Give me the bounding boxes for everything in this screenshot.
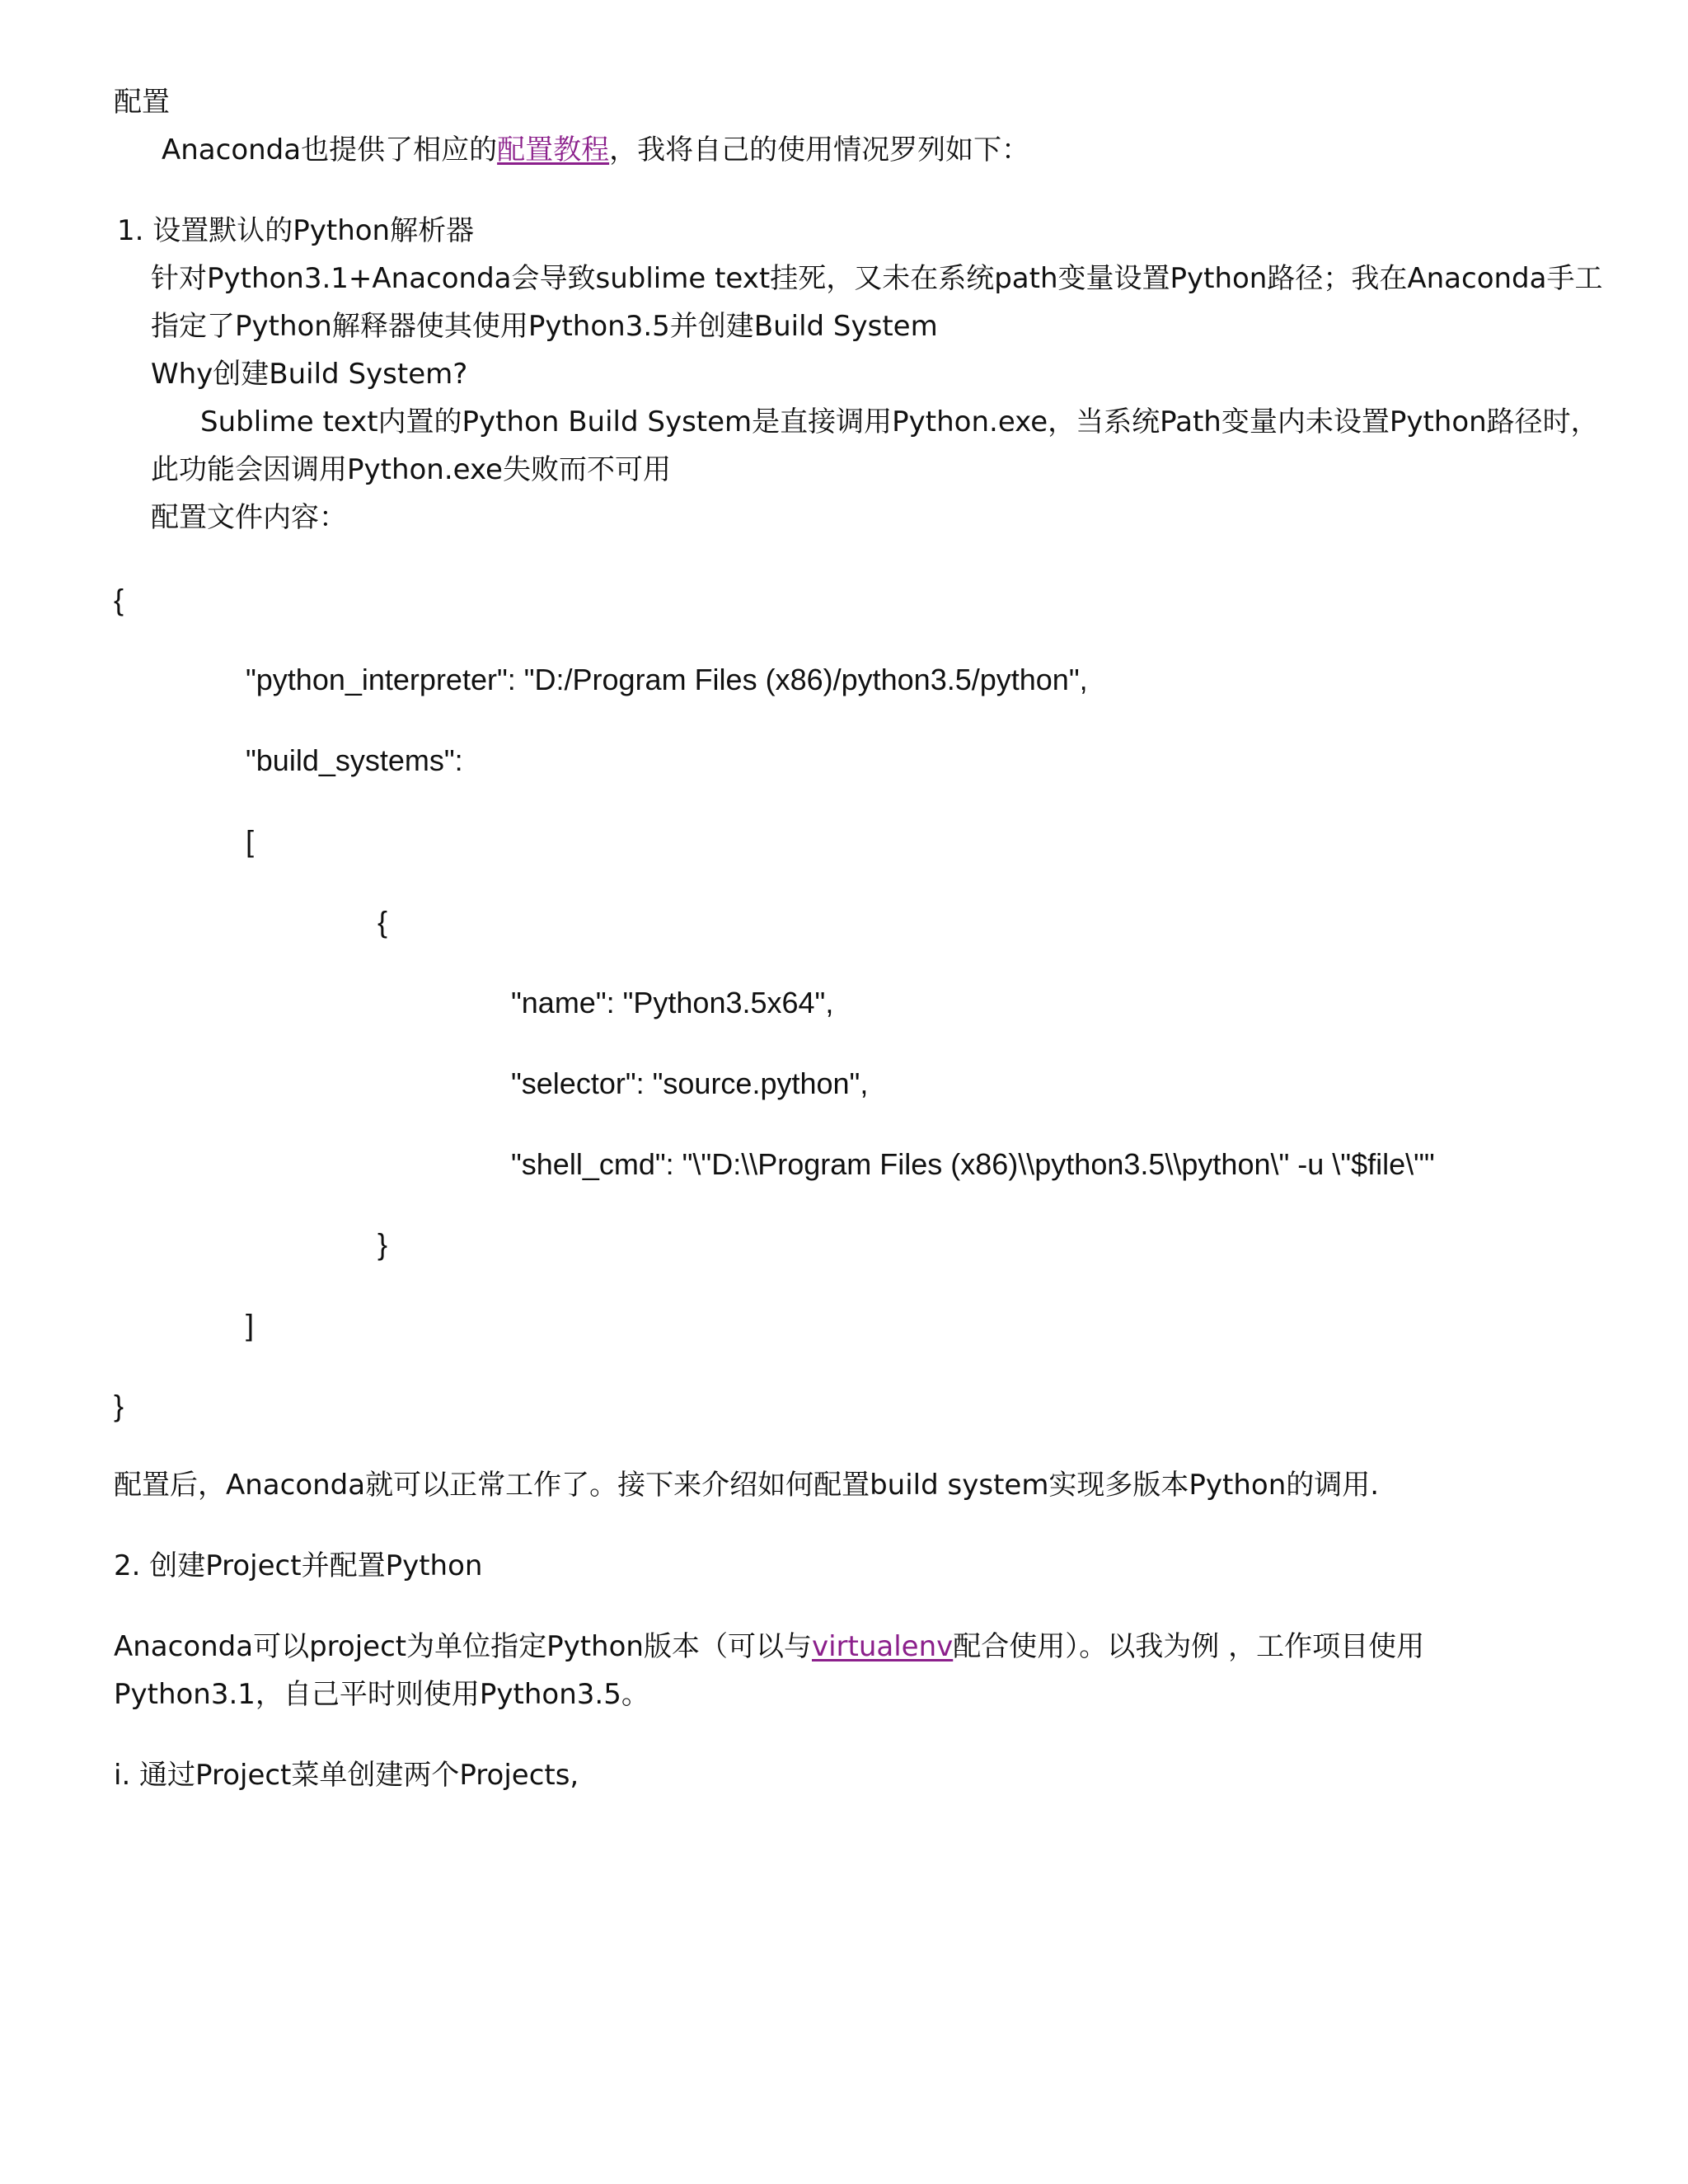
code-open-brace: { [114, 583, 124, 616]
intro-paragraph [162, 134, 1029, 167]
item2-paragraph-line1 [114, 1630, 1424, 1664]
why-answer-line2: 此功能会因调用Python.exe失败而不可用 [151, 453, 671, 486]
code-python-interpreter: "python_interpreter": "D:/Program Files (x86)/python3.5/python", [246, 663, 1088, 696]
item1-paragraph-line1: 针对Python3.1+Anaconda会导致sublime text挂死，又未在系统path变量设置Python路径；我在Anaconda手工 [151, 262, 1603, 295]
item1-paragraph-line2: 指定了Python解释器使其使用Python3.5并创建Build System [151, 310, 938, 343]
code-open-bracket: [ [246, 824, 255, 858]
item1-heading: 1. 设置默认的Python解析器 [117, 214, 475, 247]
item2-para-prefix: Anaconda可以project为单位指定Python版本（可以与 [114, 1630, 812, 1663]
code-build-systems: "build_systems": [246, 743, 463, 777]
intro-prefix: Anaconda也提供了相应的 [162, 134, 498, 166]
code-selector: "selector": "source.python", [511, 1066, 869, 1100]
code-close-bracket: ] [246, 1308, 255, 1342]
config-tutorial-link[interactable]: 配置教程 [497, 134, 610, 166]
intro-suffix: ，我将自己的使用情况罗列如下： [609, 134, 1030, 166]
virtualenv-link[interactable]: virtualenv [811, 1630, 954, 1663]
config-file-label: 配置文件内容： [151, 501, 347, 534]
code-inner-close-brace: } [377, 1227, 388, 1261]
code-shell-cmd: "shell_cmd": "\"D:\\Program Files (x86)\\python3.5\\python\" -u \"$file\"" [511, 1147, 1435, 1181]
item2-heading: 2. 创建Project并配置Python [114, 1549, 483, 1582]
item2-paragraph-line2: Python3.1，自己平时则使用Python3.5。 [114, 1678, 649, 1711]
section-heading: 配置 [114, 86, 170, 119]
step-i-text: i. 通过Project菜单创建两个Projects, [114, 1759, 579, 1792]
code-close-brace: } [114, 1389, 124, 1422]
item2-para-suffix: 配合使用）。以我为例 ，工作项目使用 [953, 1630, 1425, 1663]
why-answer-line1: Sublime text内置的Python Build System是直接调用Python.exe，当系统Path变量内未设置Python路径时， [200, 405, 1599, 438]
code-name: "name": "Python3.5x64", [511, 986, 834, 1019]
why-question: Why创建Build System? [151, 358, 468, 391]
code-inner-open-brace: { [377, 905, 388, 939]
after-config-paragraph: 配置后，Anaconda就可以正常工作了。接下来介绍如何配置build system实现多版本Python的调用. [114, 1469, 1380, 1502]
